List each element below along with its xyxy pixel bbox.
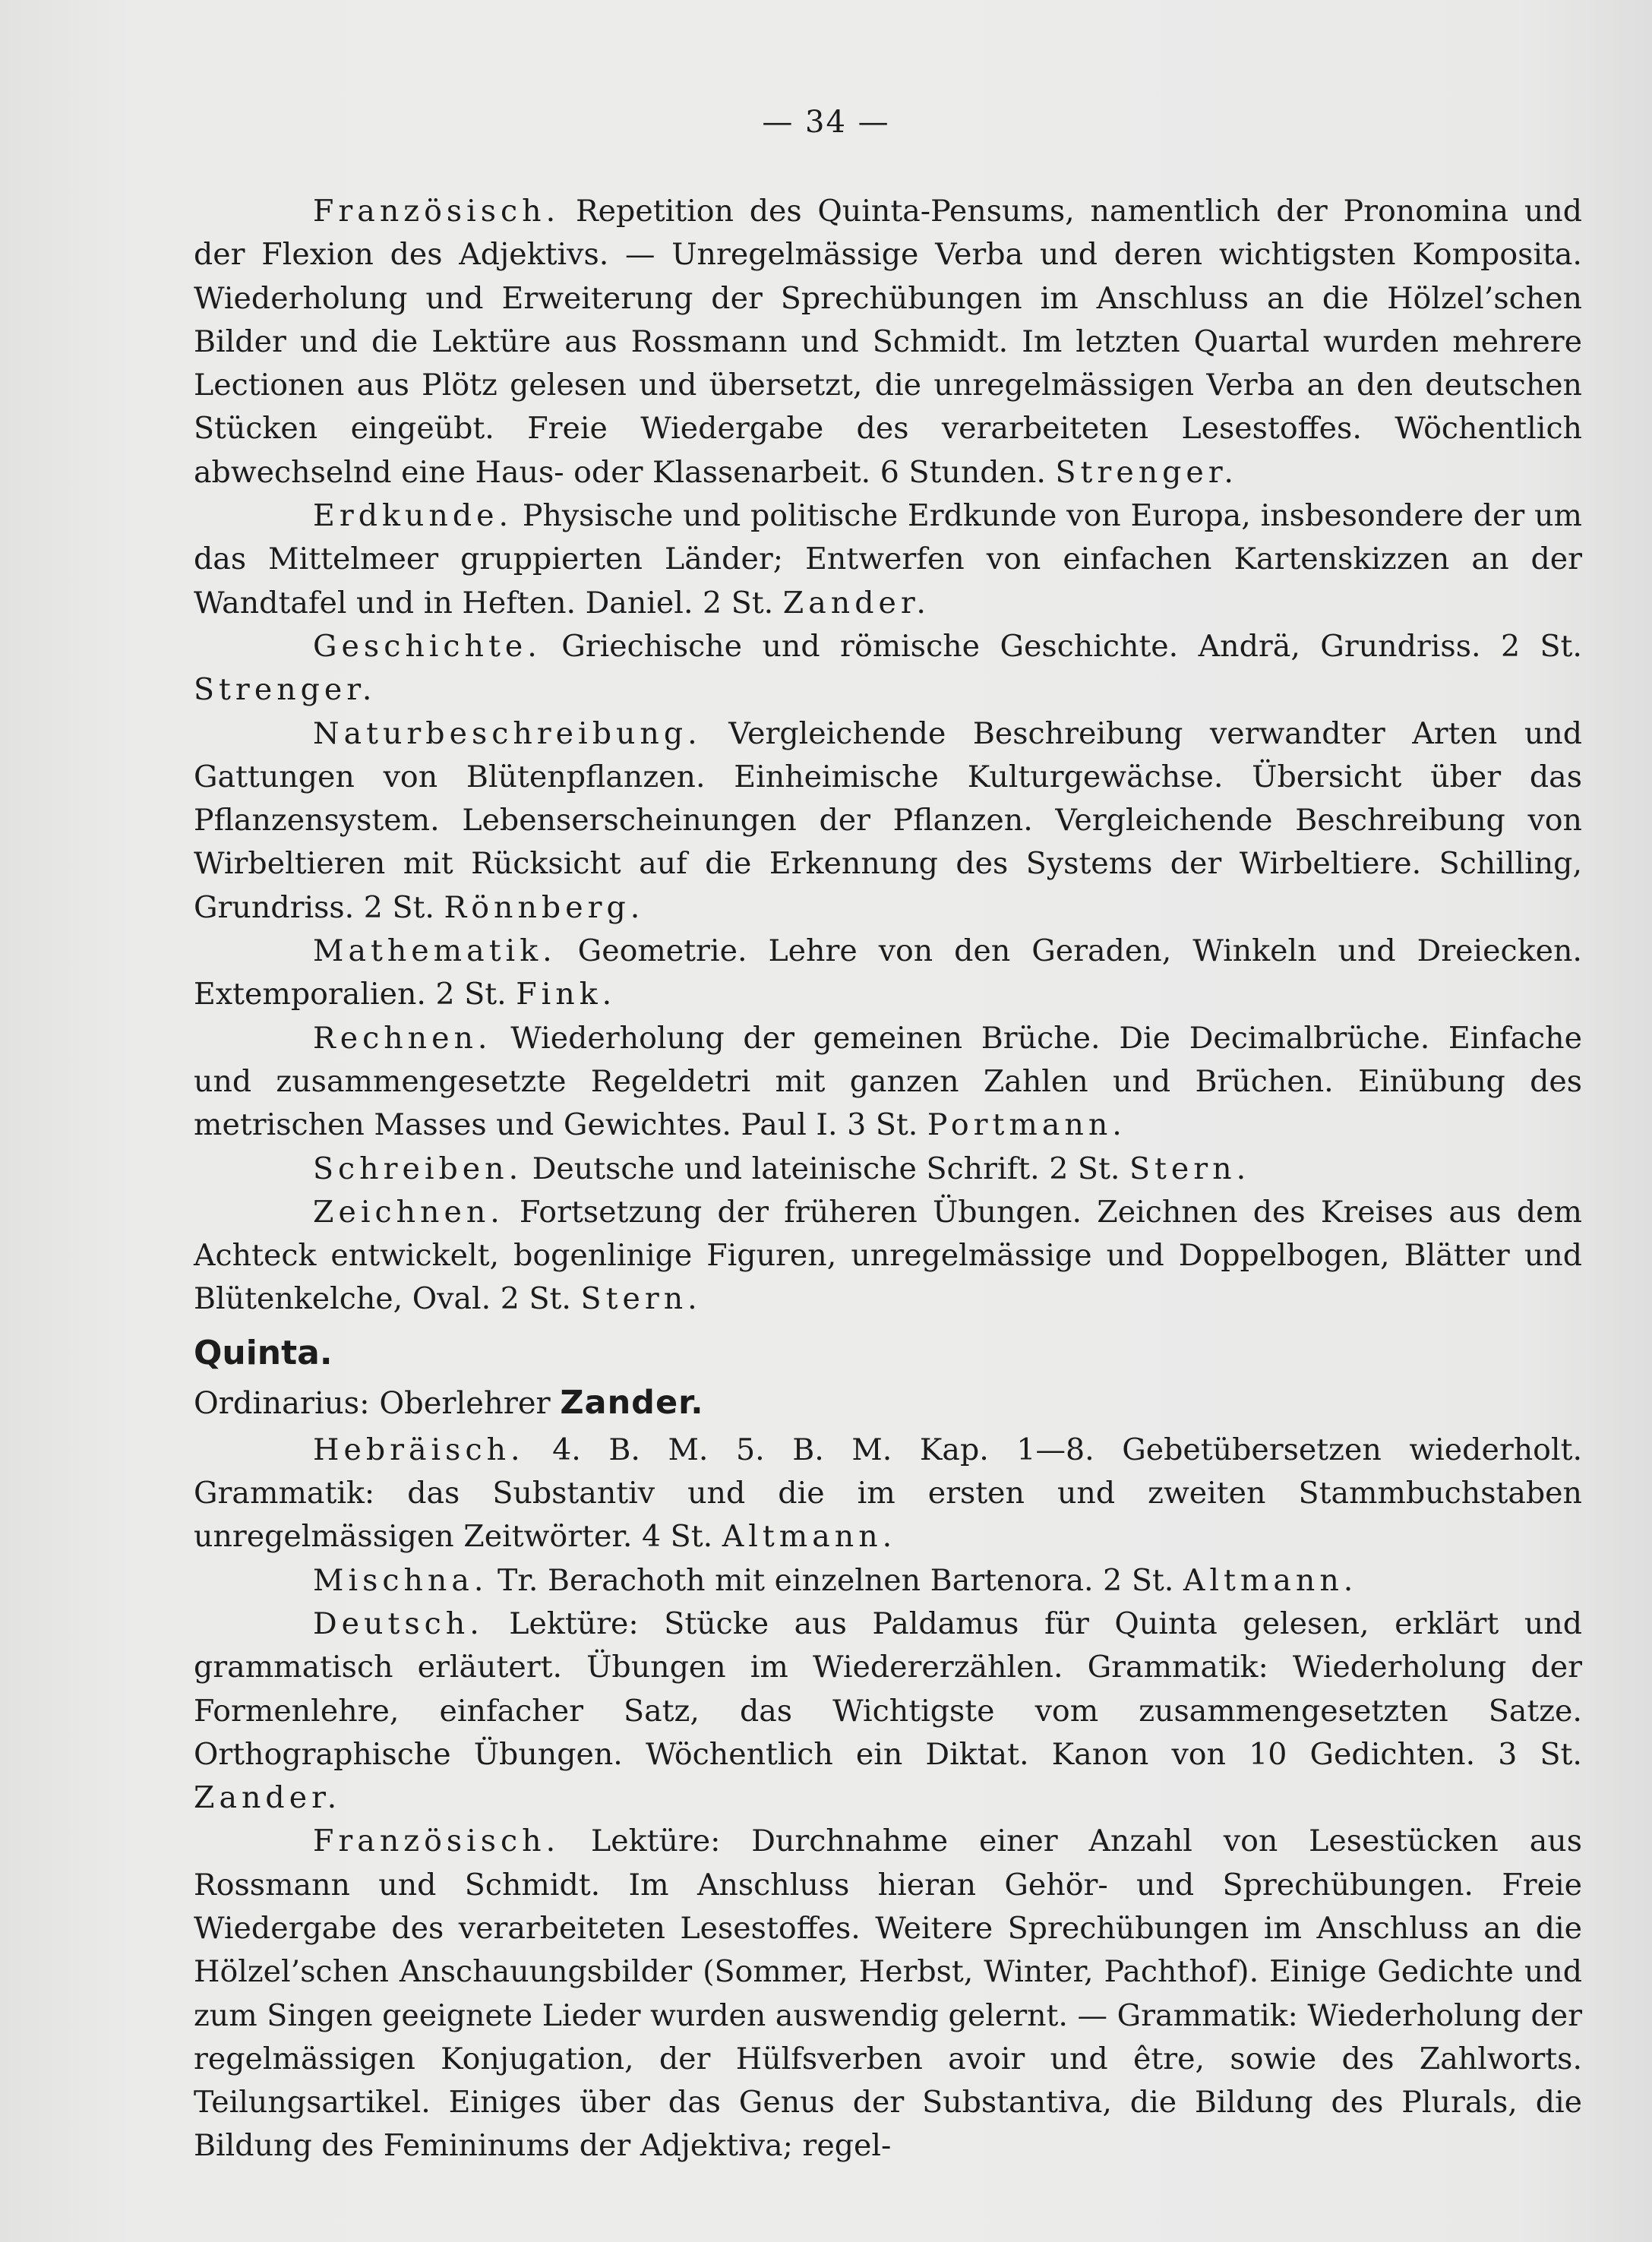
paragraph-text: Fortsetzung der früheren Übungen. Zeichnen des Kreises aus dem Achteck entwickelt, bogenlinige Figuren, unregelmässige und Doppelbogen, Blätter und Blütenkelche, Oval. 2 St. [194,1194,1582,1317]
paragraph-hebraeisch [194,1429,1582,1559]
paragraph-text: Griechische und römische Geschichte. Andrä, Grundriss. 2 St. [541,628,1582,664]
teacher-name: Zander. [194,1780,342,1816]
paragraph-erdkunde [194,494,1582,625]
paragraph-text: Wiederholung der gemeinen Brüche. Die Decimalbrüche. Einfache und zusammengesetzte Regeldetri mit ganzen Zahlen und Brüchen. Einübung des metrischen Masses und Gewichtes. Paul I. 3 St. [194,1020,1582,1143]
subject-label: Deutsch. [313,1606,484,1641]
subject-label: Mischna. [313,1562,488,1598]
paragraph-geschichte [194,625,1582,712]
teacher-name: Zander. [782,585,930,620]
subject-label: Französisch. [313,1824,561,1859]
paragraph-text: 4. B. M. 5. B. M. Kap. 1—8. Gebetübersetzen wiederholt. Grammatik: das Substantiv und die im ersten und zweiten Stammbuchstaben unregelmässigen Zeitwörter. 4 St. [194,1432,1582,1555]
paragraph-text: Deutsche und lateinische Schrift. 2 St. [523,1151,1129,1186]
teacher-name: Strenger. [194,672,377,708]
ordinarius-label: Ordinarius: Oberlehrer [194,1385,561,1421]
paragraph-mischna [194,1559,1582,1603]
ordinarius-teacher: Zander. [560,1383,704,1422]
subject-label: Französisch. [313,194,561,229]
teacher-name: Stern. [580,1281,702,1317]
paragraph-text: Geometrie. Lehre von den Geraden, Winkeln und Dreiecken. Extemporalien. 2 St. [194,933,1582,1012]
subject-label: Zeichnen. [313,1194,504,1230]
subject-label: Erdkunde. [313,498,513,534]
paragraph-zeichnen [194,1191,1582,1322]
paragraph-franzoesisch-5 [194,1820,1582,2168]
paragraph-text: Tr. Berachoth mit einzelnen Bartenora. 2 St. [488,1562,1183,1598]
teacher-name: Strenger. [1055,454,1238,490]
teacher-name: Portmann. [927,1107,1126,1143]
text-body [194,190,1582,2168]
teacher-name: Altmann. [1183,1562,1358,1598]
subject-label: Rechnen. [313,1020,492,1056]
teacher-name: Fink. [516,977,617,1012]
subject-label: Schreiben. [313,1151,523,1186]
paragraph-schreiben [194,1148,1582,1191]
teacher-name: Altmann. [722,1519,897,1555]
subject-label: Mathematik. [313,933,557,969]
page-number: — 34 — [762,105,890,140]
paragraph-franzoesisch-4 [194,190,1582,494]
paragraph-text: Lektüre: Durchnahme einer Anzahl von Lesestücken aus Rossmann und Schmidt. Im Anschluss hieran Gehör- und Sprechübungen. Freie Wiedergabe des verarbeiteten Lesestoffes. Weitere Sprechübungen im Anschluss an die Hölzel’schen Anschauungsbilder (Sommer, Herbst, Winter, Pachthof). Einige Gedichte und zum Singen geeignete Lieder wurden auswendig gelernt. — Grammatik: Wiederholung der regelmässigen Konjugation, der Hülfsverben avoir und être, sowie des Zahlworts. Teilungsartikel. Einiges über das Genus der Substantiva, die Bildung des Plurals, die Bildung des Femininums der Adjektiva; regel- [194,1824,1582,2164]
paragraph-text: Physische und politische Erdkunde von Europa, insbesondere der um das Mittelmeer gruppierten Länder; Entwerfen von einfachen Kartenskizzen an der Wandtafel und in Heften. Daniel. 2 St. [194,498,1582,620]
paragraph-text: Lektüre: Stücke aus Paldamus für Quinta gelesen, erklärt und grammatisch erläutert. Übungen im Wiedererzählen. Grammatik: Wiederholung der Formenlehre, einfacher Satz, das Wichtigste vom zusammengesetzten Satze. Orthographische Übungen. Wöchentlich ein Diktat. Kanon von 10 Gedichten. 3 St. [194,1606,1582,1772]
paragraph-deutsch [194,1603,1582,1820]
section-heading-quinta: Quinta. [194,1333,333,1372]
subject-label: Hebräisch. [313,1432,525,1467]
subject-label: Naturbeschreibung. [313,715,702,751]
paragraph-naturbeschreibung [194,712,1582,930]
ordinarius-line [194,1379,1582,1427]
paragraph-mathematik [194,930,1582,1017]
paragraph-text: Repetition des Quinta-Pensums, namentlich der Pronomina und der Flexion des Adjektivs. — Unregelmässige Verba und deren wichtigsten Komposita. Wiederholung und Erweiterung der Sprechübungen im Anschluss an die Hölzel’schen Bilder und die Lektüre aus Rossmann und Schmidt. Im letzten Quartal wurden mehrere Lectionen aus Plötz gelesen und übersetzt, die unregelmässigen Verba an den deutschen Stücken eingeübt. Freie Wiedergabe des verarbeiteten Lesestoffes. Wöchentlich abwechselnd eine Haus- oder Klassenarbeit. 6 Stunden. [194,194,1582,490]
paragraph-rechnen [194,1017,1582,1148]
paragraph-text: Vergleichende Beschreibung verwandter Arten und Gattungen von Blütenpflanzen. Einheimische Kulturgewächse. Übersicht über das Pflanzensystem. Lebenserscheinungen der Pflanzen. Vergleichende Beschreibung von Wirbeltieren mit Rücksicht auf die Erkennung des Systems der Wirbeltiere. Schilling, Grundriss. 2 St. [194,715,1582,925]
teacher-name: Rönnberg. [444,889,645,925]
teacher-name: Stern. [1129,1151,1251,1186]
subject-label: Geschichte. [313,628,542,664]
